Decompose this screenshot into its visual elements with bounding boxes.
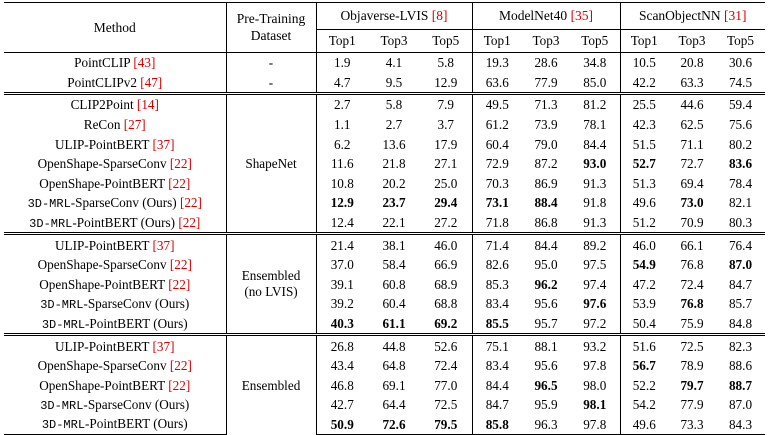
metric-value: 52.2 bbox=[632, 377, 656, 393]
pretraining-dataset-label: - bbox=[268, 54, 274, 70]
metric-value: 64.8 bbox=[382, 358, 406, 374]
metric-value: 6.2 bbox=[334, 136, 351, 152]
table-row bbox=[4, 255, 765, 275]
metric-value: 95.0 bbox=[534, 257, 558, 273]
metric-value: 72.4 bbox=[680, 276, 704, 292]
metric-value: 66.9 bbox=[420, 255, 472, 275]
header-pretraining-line2: Dataset bbox=[250, 27, 292, 43]
pretraining-dataset-cell bbox=[226, 73, 316, 94]
metric-value: 79.5 bbox=[420, 415, 472, 435]
metric-value: 62.5 bbox=[680, 116, 704, 132]
metric-value: 49.6 bbox=[620, 415, 668, 435]
pretraining-dataset-cell bbox=[226, 335, 316, 435]
metric-value: 77.0 bbox=[420, 376, 472, 396]
metric-header: Top5 bbox=[420, 30, 472, 53]
metric-value: 38.1 bbox=[368, 234, 420, 255]
metric-value: 97.8 bbox=[570, 356, 620, 376]
method-name: -PointBERT (Ours) bbox=[85, 416, 188, 432]
metric-value: 72.7 bbox=[680, 156, 704, 172]
metric-value: 12.4 bbox=[330, 214, 354, 230]
metric-value: 46.0 bbox=[620, 234, 668, 255]
metric-value: 96.3 bbox=[522, 415, 570, 435]
method-name: CLIP2Point bbox=[70, 97, 134, 113]
citation-ref: [37] bbox=[152, 237, 175, 253]
metric-value: 87.0 bbox=[728, 397, 753, 413]
table-row bbox=[4, 174, 765, 194]
metric-value: 5.8 bbox=[420, 53, 472, 73]
pretraining-dataset-label: Ensembled bbox=[241, 377, 301, 393]
metric-value: 85.8 bbox=[472, 415, 522, 435]
metric-value: 87.2 bbox=[534, 156, 558, 172]
metric-value: 84.3 bbox=[716, 415, 765, 435]
method-cell bbox=[4, 154, 226, 174]
pretraining-dataset-label: Ensembled bbox=[241, 268, 301, 284]
metric-value: 27.1 bbox=[420, 154, 472, 174]
table-row bbox=[4, 395, 765, 415]
metric-value: 29.4 bbox=[420, 193, 472, 213]
metric-header: Top3 bbox=[380, 33, 408, 49]
metric-value: 85.0 bbox=[570, 73, 620, 94]
metric-value: 77.9 bbox=[680, 397, 704, 413]
metric-value: 19.3 bbox=[472, 53, 522, 73]
metric-value: 37.0 bbox=[330, 257, 354, 273]
pretraining-dataset-cell bbox=[226, 94, 316, 234]
metric-value: 91.3 bbox=[570, 213, 620, 234]
method-name: -SparseConv (Ours) bbox=[83, 295, 190, 311]
metric-value: 98.1 bbox=[570, 395, 620, 415]
metric-value: 98.0 bbox=[570, 376, 620, 396]
metric-value: 80.3 bbox=[728, 214, 753, 230]
metric-value: 72.9 bbox=[485, 156, 509, 172]
metric-value: 97.4 bbox=[570, 275, 620, 295]
table-row bbox=[4, 376, 765, 396]
metric-value: 42.7 bbox=[330, 397, 354, 413]
metric-value: 23.7 bbox=[382, 195, 406, 211]
metric-value: 10.8 bbox=[330, 175, 354, 191]
metric-value: 79.0 bbox=[534, 136, 558, 152]
metric-value: 39.2 bbox=[330, 296, 354, 312]
metric-value: 34.8 bbox=[570, 53, 620, 73]
citation-ref: [22] bbox=[168, 377, 191, 393]
method-name: -PointBERT (Ours) bbox=[85, 315, 188, 331]
metric-value: 56.7 bbox=[632, 358, 656, 374]
citation-ref: [14] bbox=[136, 97, 159, 113]
table-row bbox=[4, 154, 765, 174]
method-prefix: 3D-MRL bbox=[40, 297, 84, 312]
table-row bbox=[4, 53, 765, 73]
method-cell bbox=[4, 314, 226, 335]
pretraining-dataset-cell bbox=[226, 234, 316, 335]
metric-value: 89.2 bbox=[570, 234, 620, 255]
metric-value: 60.8 bbox=[382, 276, 406, 292]
metric-value: 42.2 bbox=[632, 74, 656, 90]
metric-value: 72.4 bbox=[420, 356, 472, 376]
pretraining-dataset-label: - bbox=[268, 74, 274, 90]
metric-value: 82.6 bbox=[485, 257, 509, 273]
header-pretraining-line1: Pre-Training bbox=[236, 11, 306, 27]
method-cell bbox=[4, 94, 226, 115]
header-method: Method bbox=[4, 3, 226, 53]
method-name: PointCLIPv2 bbox=[67, 74, 137, 90]
metric-value: 73.1 bbox=[485, 195, 509, 211]
metric-value: 85.3 bbox=[485, 276, 509, 292]
metric-value: 95.7 bbox=[534, 315, 558, 331]
method-name: OpenShape-SparseConv bbox=[37, 156, 167, 172]
metric-value: 96.5 bbox=[534, 377, 558, 393]
method-cell bbox=[4, 294, 226, 314]
method-cell bbox=[4, 213, 226, 234]
metric-value: 50.4 bbox=[632, 315, 656, 331]
metric-value: 49.6 bbox=[632, 195, 656, 211]
metric-value: 13.6 bbox=[382, 136, 406, 152]
metric-value: 93.0 bbox=[570, 154, 620, 174]
metric-value: 51.2 bbox=[632, 214, 656, 230]
metric-value: 75.9 bbox=[680, 315, 704, 331]
metric-value: 85.7 bbox=[728, 296, 753, 312]
citation-ref: [37] bbox=[152, 338, 175, 354]
citation-ref: [27] bbox=[123, 116, 146, 132]
citation-ref: [22] bbox=[168, 276, 191, 292]
metric-value: 77.9 bbox=[534, 74, 558, 90]
header-pretraining-dataset bbox=[226, 3, 316, 53]
metric-value: 52.6 bbox=[420, 335, 472, 356]
metric-value: 58.4 bbox=[382, 257, 406, 273]
metric-value: 7.9 bbox=[420, 94, 472, 115]
metric-value: 54.9 bbox=[632, 257, 656, 273]
metric-value: 78.4 bbox=[728, 175, 753, 191]
method-cell bbox=[4, 234, 226, 255]
metric-value: 64.4 bbox=[382, 397, 406, 413]
metric-value: 21.4 bbox=[316, 234, 368, 255]
metric-value: 84.4 bbox=[485, 377, 509, 393]
metric-value: 84.8 bbox=[728, 315, 753, 331]
metric-header: Top3 bbox=[532, 33, 560, 49]
method-cell bbox=[4, 134, 226, 154]
metric-value: 50.9 bbox=[316, 415, 368, 435]
table-row bbox=[4, 294, 765, 314]
metric-value: 5.8 bbox=[368, 94, 420, 115]
metric-value: 95.6 bbox=[534, 296, 558, 312]
metric-value: 2.7 bbox=[385, 116, 403, 132]
metric-value: 53.9 bbox=[632, 296, 656, 312]
metric-value: 51.6 bbox=[620, 335, 668, 356]
metric-value: 80.2 bbox=[728, 136, 753, 152]
metric-value: 1.1 bbox=[334, 116, 351, 132]
metric-value: 54.2 bbox=[632, 397, 656, 413]
metric-value: 87.0 bbox=[728, 257, 753, 273]
metric-value: 11.6 bbox=[330, 156, 354, 172]
table-row bbox=[4, 73, 765, 94]
metric-value: 25.0 bbox=[420, 174, 472, 194]
metric-value: 46.0 bbox=[420, 234, 472, 255]
method-prefix: 3D-MRL bbox=[41, 317, 86, 332]
metric-value: 10.5 bbox=[620, 53, 668, 73]
metric-value: 88.6 bbox=[728, 358, 753, 374]
metric-value: 97.6 bbox=[570, 294, 620, 314]
method-name: ReCon bbox=[83, 116, 121, 132]
metric-value: 85.5 bbox=[485, 315, 509, 331]
metric-value: 20.2 bbox=[382, 175, 406, 191]
metric-value: 25.5 bbox=[620, 94, 668, 115]
metric-value: 46.8 bbox=[330, 377, 354, 393]
metric-value: 17.9 bbox=[420, 134, 472, 154]
metric-value: 44.6 bbox=[668, 94, 716, 115]
metric-value: 1.9 bbox=[316, 53, 368, 73]
metric-value: 63.3 bbox=[680, 74, 704, 90]
metric-value: 70.9 bbox=[680, 214, 704, 230]
citation-ref: [22] bbox=[179, 194, 202, 210]
method-cell bbox=[4, 174, 226, 194]
citation-ref: [37] bbox=[152, 136, 175, 152]
metric-value: 74.5 bbox=[728, 74, 753, 90]
method-name: OpenShape-SparseConv bbox=[37, 257, 167, 273]
metric-value: 83.4 bbox=[485, 358, 509, 374]
method-prefix: 3D-MRL bbox=[40, 398, 84, 413]
metric-value: 75.6 bbox=[728, 116, 753, 132]
metric-value: 88.1 bbox=[522, 335, 570, 356]
metric-value: 84.7 bbox=[485, 397, 509, 413]
metric-value: 42.3 bbox=[632, 116, 656, 132]
metric-value: 51.5 bbox=[632, 136, 656, 152]
citation-ref: [22] bbox=[169, 156, 192, 172]
method-cell bbox=[4, 53, 226, 73]
method-cell bbox=[4, 275, 226, 295]
citation-ref: [22] bbox=[168, 175, 191, 191]
metric-value: 28.6 bbox=[522, 53, 570, 73]
metric-value: 97.8 bbox=[570, 415, 620, 435]
table-row bbox=[4, 94, 765, 115]
method-prefix: 3D-MRL bbox=[41, 418, 86, 433]
metric-value: 82.1 bbox=[728, 195, 753, 211]
metric-value: 76.4 bbox=[716, 234, 765, 255]
metric-value: 22.1 bbox=[382, 214, 406, 230]
table-row bbox=[4, 193, 765, 213]
metric-value: 95.6 bbox=[534, 358, 558, 374]
metric-value: 27.2 bbox=[420, 213, 472, 234]
metric-value: 43.4 bbox=[330, 358, 354, 374]
metric-value: 59.4 bbox=[716, 94, 765, 115]
metric-value: 68.8 bbox=[420, 294, 472, 314]
metric-value: 71.8 bbox=[485, 214, 509, 230]
method-cell bbox=[4, 73, 226, 94]
metric-value: 84.4 bbox=[522, 234, 570, 255]
metric-value: 71.3 bbox=[522, 94, 570, 115]
metric-value: 69.1 bbox=[382, 377, 406, 393]
citation-ref: [43] bbox=[133, 55, 156, 71]
header-dataset-scanobjectnn: ScanObjectNN [31] bbox=[620, 3, 765, 30]
method-name: OpenShape-SparseConv bbox=[37, 358, 167, 374]
method-name: -SparseConv (Ours) bbox=[70, 194, 177, 210]
metric-value: 78.9 bbox=[680, 358, 704, 374]
pretraining-dataset-label: (no LVIS) bbox=[244, 284, 298, 300]
metric-value: 84.4 bbox=[570, 134, 620, 154]
metric-value: 75.1 bbox=[472, 335, 522, 356]
metric-value: 84.7 bbox=[728, 276, 753, 292]
method-cell bbox=[4, 115, 226, 135]
metric-value: 20.8 bbox=[668, 53, 716, 73]
metric-value: 97.5 bbox=[570, 255, 620, 275]
citation-ref: [22] bbox=[178, 214, 201, 230]
table-row bbox=[4, 356, 765, 376]
metric-header: Top1 bbox=[328, 33, 356, 49]
header-dataset-objaverse: Objaverse-LVIS [8] bbox=[316, 3, 472, 30]
metric-value: 88.7 bbox=[728, 377, 753, 393]
results-table bbox=[4, 2, 765, 435]
metric-value: 47.2 bbox=[632, 276, 656, 292]
method-name: -PointBERT (Ours) bbox=[72, 214, 176, 230]
metric-value: 83.6 bbox=[728, 156, 753, 172]
metric-header: Top1 bbox=[630, 33, 658, 49]
method-name: ULIP-PointBERT bbox=[55, 338, 150, 354]
citation-ref: [22] bbox=[169, 257, 192, 273]
table-row bbox=[4, 234, 765, 255]
metric-value: 97.2 bbox=[570, 314, 620, 335]
metric-value: 21.8 bbox=[382, 156, 406, 172]
metric-value: 69.2 bbox=[420, 314, 472, 335]
table-row bbox=[4, 275, 765, 295]
metric-value: 96.2 bbox=[534, 276, 558, 292]
metric-header: Top1 bbox=[483, 33, 511, 49]
method-prefix: 3D-MRL bbox=[27, 196, 71, 211]
table-row bbox=[4, 115, 765, 135]
metric-value: 68.9 bbox=[420, 275, 472, 295]
metric-value: 61.1 bbox=[382, 315, 406, 331]
metric-value: 70.3 bbox=[485, 175, 509, 191]
metric-value: 79.7 bbox=[680, 377, 704, 393]
metric-value: 88.4 bbox=[534, 195, 558, 211]
metric-value: 61.2 bbox=[485, 116, 509, 132]
metric-value: 81.2 bbox=[570, 94, 620, 115]
metric-value: 2.7 bbox=[316, 94, 368, 115]
metric-value: 30.6 bbox=[716, 53, 765, 73]
metric-value: 72.5 bbox=[668, 335, 716, 356]
metric-value: 91.3 bbox=[570, 174, 620, 194]
method-cell bbox=[4, 376, 226, 396]
metric-value: 9.5 bbox=[385, 74, 403, 90]
citation-ref: [47] bbox=[140, 74, 163, 90]
metric-header: Top5 bbox=[727, 33, 754, 49]
metric-value: 72.5 bbox=[420, 395, 472, 415]
metric-value: 76.8 bbox=[680, 296, 704, 312]
metric-value: 63.6 bbox=[485, 74, 509, 90]
table-row bbox=[4, 314, 765, 335]
method-cell bbox=[4, 395, 226, 415]
metric-value: 39.1 bbox=[330, 276, 354, 292]
metric-value: 73.0 bbox=[680, 195, 704, 211]
metric-value: 73.3 bbox=[668, 415, 716, 435]
pretraining-dataset-label: ShapeNet bbox=[245, 155, 297, 171]
metric-value: 52.7 bbox=[632, 156, 656, 172]
metric-value: 83.4 bbox=[485, 296, 509, 312]
method-name: OpenShape-PointBERT bbox=[39, 175, 165, 191]
method-cell bbox=[4, 356, 226, 376]
metric-value: 12.9 bbox=[420, 73, 472, 94]
metric-value: 49.5 bbox=[472, 94, 522, 115]
metric-value: 76.8 bbox=[680, 257, 704, 273]
metric-value: 66.1 bbox=[668, 234, 716, 255]
metric-value: 3.7 bbox=[420, 115, 472, 135]
metric-value: 95.9 bbox=[534, 397, 558, 413]
metric-value: 82.3 bbox=[716, 335, 765, 356]
citation-ref: [22] bbox=[169, 358, 192, 374]
metric-value: 72.6 bbox=[368, 415, 420, 435]
method-cell bbox=[4, 193, 226, 213]
metric-value: 86.8 bbox=[534, 214, 558, 230]
method-prefix: 3D-MRL bbox=[29, 216, 73, 231]
method-name: OpenShape-PointBERT bbox=[39, 276, 165, 292]
metric-value: 4.7 bbox=[334, 74, 351, 90]
metric-header: Top3 bbox=[678, 33, 706, 49]
metric-value: 71.1 bbox=[680, 136, 704, 152]
metric-value: 93.2 bbox=[570, 335, 620, 356]
method-cell bbox=[4, 335, 226, 356]
table-row bbox=[4, 213, 765, 234]
method-name: OpenShape-PointBERT bbox=[39, 377, 165, 393]
metric-value: 69.4 bbox=[680, 175, 704, 191]
metric-value: 78.1 bbox=[570, 115, 620, 135]
table-row bbox=[4, 134, 765, 154]
header-dataset-modelnet40: ModelNet40 [35] bbox=[472, 3, 620, 30]
metric-value: 71.4 bbox=[472, 234, 522, 255]
metric-value: 73.9 bbox=[534, 116, 558, 132]
metric-value: 40.3 bbox=[330, 315, 354, 331]
method-cell bbox=[4, 255, 226, 275]
method-name: PointCLIP bbox=[74, 55, 131, 71]
metric-value: 12.9 bbox=[330, 195, 354, 211]
metric-value: 26.8 bbox=[316, 335, 368, 356]
metric-value: 44.8 bbox=[368, 335, 420, 356]
method-name: ULIP-PointBERT bbox=[55, 237, 150, 253]
metric-value: 91.8 bbox=[570, 193, 620, 213]
metric-value: 60.4 bbox=[485, 136, 509, 152]
metric-value: 4.1 bbox=[368, 53, 420, 73]
metric-value: 86.9 bbox=[534, 175, 558, 191]
table-row bbox=[4, 335, 765, 356]
pretraining-dataset-cell bbox=[226, 53, 316, 73]
metric-header: Top5 bbox=[570, 30, 620, 53]
method-name: -SparseConv (Ours) bbox=[83, 396, 190, 412]
method-name: ULIP-PointBERT bbox=[55, 136, 150, 152]
metric-value: 60.4 bbox=[382, 296, 406, 312]
results-body bbox=[4, 53, 765, 435]
metric-value: 51.3 bbox=[632, 175, 656, 191]
